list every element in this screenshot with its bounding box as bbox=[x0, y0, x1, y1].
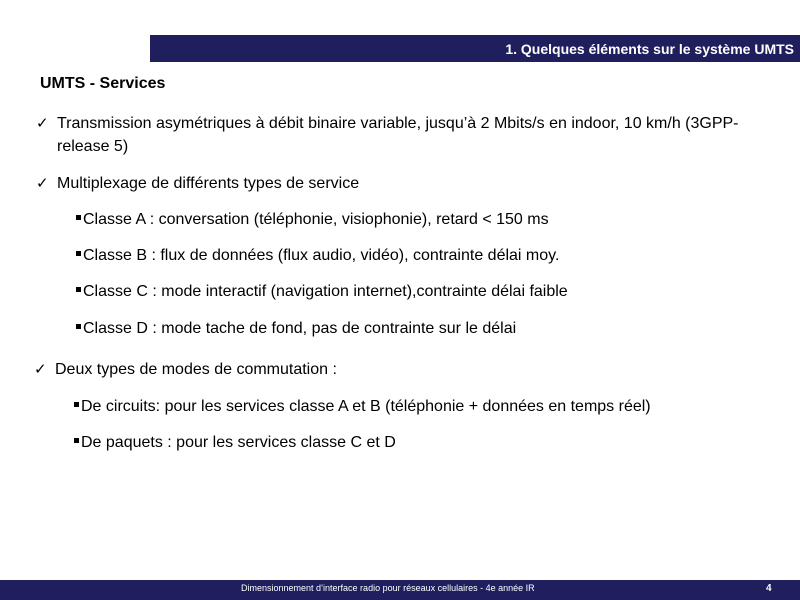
sub-item bbox=[76, 282, 568, 302]
bullet-item-1 bbox=[36, 112, 766, 158]
section-title: UMTS - Services bbox=[40, 75, 166, 92]
sub-item bbox=[74, 433, 396, 453]
checkmark-icon: ✓ bbox=[36, 115, 49, 132]
checkmark-icon: ✓ bbox=[36, 175, 49, 192]
footer-bar bbox=[0, 580, 800, 600]
bullet-text: Multiplexage de différents types de service bbox=[57, 175, 360, 192]
square-bullet-icon bbox=[76, 251, 81, 256]
header-title: 1. Quelques éléments sur le système UMTS bbox=[505, 40, 794, 57]
sub-item bbox=[76, 319, 516, 339]
square-bullet-icon bbox=[74, 438, 79, 443]
sub-item-text: De circuits: pour les services classe A et B (téléphonie + données en temps réel) bbox=[81, 398, 651, 415]
footer-text: Dimensionnement d’interface radio pour réseaux cellulaires - 4e année IR bbox=[241, 583, 535, 593]
bullet-text: Deux types de modes de commutation : bbox=[55, 361, 337, 378]
sub-item-text: Classe B : flux de données (flux audio, vidéo), contrainte délai moy. bbox=[83, 247, 560, 264]
bullet-item-2 bbox=[36, 172, 766, 195]
page-number: 4 bbox=[766, 583, 772, 594]
checkmark-icon: ✓ bbox=[34, 361, 47, 378]
sub-item bbox=[76, 210, 549, 230]
sub-item bbox=[74, 397, 651, 417]
sub-item-text: Classe D : mode tache de fond, pas de contrainte sur le délai bbox=[83, 320, 517, 337]
sub-item-text: De paquets : pour les services classe C et D bbox=[81, 434, 396, 451]
square-bullet-icon bbox=[74, 402, 79, 407]
bullet-item-3 bbox=[34, 358, 764, 381]
sub-item-text: Classe A : conversation (téléphonie, visiophonie), retard < 150 ms bbox=[83, 211, 549, 228]
square-bullet-icon bbox=[76, 215, 81, 220]
bullet-text: Transmission asymétriques à débit binaire variable, jusqu’à 2 Mbits/s en indoor, 10 km/h (3GPP-release 5) bbox=[57, 115, 739, 155]
square-bullet-icon bbox=[76, 287, 81, 292]
square-bullet-icon bbox=[76, 324, 81, 329]
sub-item-text: Classe C : mode interactif (navigation internet),contrainte délai faible bbox=[83, 283, 568, 300]
sub-item bbox=[76, 246, 559, 266]
header-bar bbox=[150, 35, 800, 62]
